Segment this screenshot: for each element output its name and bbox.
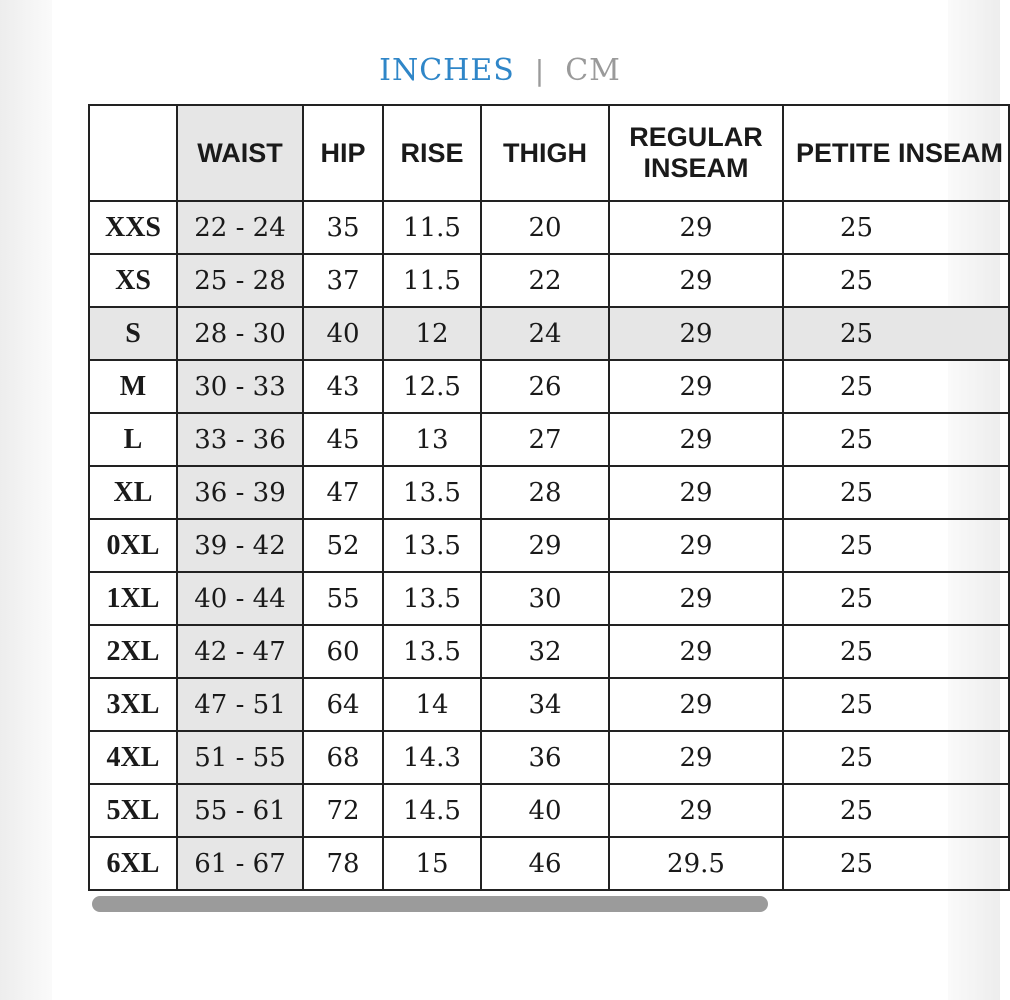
cell-size: S	[89, 307, 177, 360]
cell-thigh: 28	[481, 466, 609, 519]
cell-size: 1XL	[89, 572, 177, 625]
cell-regular: 29	[609, 201, 783, 254]
cell-regular: 29	[609, 254, 783, 307]
cell-regular: 29	[609, 307, 783, 360]
cell-hip: 40	[303, 307, 383, 360]
cell-rise: 13.5	[383, 466, 481, 519]
cell-thigh: 29	[481, 519, 609, 572]
cell-rise: 14.5	[383, 784, 481, 837]
table-row	[89, 678, 1009, 731]
table-row	[89, 572, 1009, 625]
cell-waist: 40 - 44	[177, 572, 303, 625]
cell-petite: 25	[783, 678, 1009, 731]
cell-rise: 13.5	[383, 625, 481, 678]
table-row	[89, 625, 1009, 678]
cell-rise: 12.5	[383, 360, 481, 413]
table-row	[89, 413, 1009, 466]
cell-rise: 13	[383, 413, 481, 466]
cell-hip: 78	[303, 837, 383, 890]
table-row	[89, 731, 1009, 784]
header-row	[89, 105, 1009, 201]
cell-petite: 25	[783, 307, 1009, 360]
cell-petite: 25	[783, 201, 1009, 254]
cell-waist: 47 - 51	[177, 678, 303, 731]
cell-rise: 14	[383, 678, 481, 731]
header-thigh: THIGH	[481, 105, 609, 201]
cell-rise: 13.5	[383, 519, 481, 572]
table-row	[89, 519, 1009, 572]
cell-hip: 43	[303, 360, 383, 413]
cell-regular: 29	[609, 625, 783, 678]
cell-size: 6XL	[89, 837, 177, 890]
cell-regular: 29	[609, 678, 783, 731]
cell-waist: 28 - 30	[177, 307, 303, 360]
table-row	[89, 360, 1009, 413]
cell-hip: 55	[303, 572, 383, 625]
table-row	[89, 254, 1009, 307]
cell-hip: 45	[303, 413, 383, 466]
table-row	[89, 466, 1009, 519]
cell-regular: 29.5	[609, 837, 783, 890]
cell-regular: 29	[609, 519, 783, 572]
cell-waist: 39 - 42	[177, 519, 303, 572]
cell-rise: 11.5	[383, 201, 481, 254]
cell-thigh: 46	[481, 837, 609, 890]
cell-rise: 12	[383, 307, 481, 360]
cell-hip: 47	[303, 466, 383, 519]
cell-hip: 35	[303, 201, 383, 254]
cell-size: XL	[89, 466, 177, 519]
cell-thigh: 36	[481, 731, 609, 784]
cell-size: 0XL	[89, 519, 177, 572]
cell-hip: 68	[303, 731, 383, 784]
cell-thigh: 32	[481, 625, 609, 678]
cell-thigh: 20	[481, 201, 609, 254]
left-edge-shade	[0, 0, 52, 1000]
cell-size: 4XL	[89, 731, 177, 784]
cell-size: 3XL	[89, 678, 177, 731]
table-row	[89, 784, 1009, 837]
unit-separator: |	[534, 53, 546, 87]
size-chart-table	[88, 104, 1010, 891]
cell-petite: 25	[783, 572, 1009, 625]
cell-thigh: 27	[481, 413, 609, 466]
header-hip: HIP	[303, 105, 383, 201]
header-waist: WAIST	[177, 105, 303, 201]
table-row	[89, 837, 1009, 890]
cell-rise: 15	[383, 837, 481, 890]
cell-regular: 29	[609, 360, 783, 413]
cell-regular: 29	[609, 784, 783, 837]
cell-petite: 25	[783, 837, 1009, 890]
cell-size: M	[89, 360, 177, 413]
cell-thigh: 26	[481, 360, 609, 413]
cell-thigh: 22	[481, 254, 609, 307]
cell-hip: 72	[303, 784, 383, 837]
cell-regular: 29	[609, 572, 783, 625]
cell-rise: 13.5	[383, 572, 481, 625]
cell-waist: 22 - 24	[177, 201, 303, 254]
cell-size: XXS	[89, 201, 177, 254]
cell-petite: 25	[783, 254, 1009, 307]
cell-size: 5XL	[89, 784, 177, 837]
cell-regular: 29	[609, 731, 783, 784]
unit-toggle	[0, 50, 1000, 90]
header-petite-inseam: PETITE INSEAM	[783, 105, 1009, 201]
cell-petite: 25	[783, 466, 1009, 519]
unit-inches-tab[interactable]: INCHES	[379, 52, 515, 88]
cell-rise: 11.5	[383, 254, 481, 307]
cell-waist: 36 - 39	[177, 466, 303, 519]
cell-size: XS	[89, 254, 177, 307]
table-row	[89, 201, 1009, 254]
cell-waist: 33 - 36	[177, 413, 303, 466]
cell-waist: 51 - 55	[177, 731, 303, 784]
cell-petite: 25	[783, 625, 1009, 678]
cell-hip: 37	[303, 254, 383, 307]
cell-regular: 29	[609, 413, 783, 466]
cell-waist: 55 - 61	[177, 784, 303, 837]
cell-waist: 61 - 67	[177, 837, 303, 890]
cell-petite: 25	[783, 360, 1009, 413]
cell-petite: 25	[783, 784, 1009, 837]
header-regular-inseam: REGULAR INSEAM	[609, 105, 783, 201]
size-chart-scroll-area[interactable]	[88, 104, 1004, 892]
cell-petite: 25	[783, 731, 1009, 784]
scrollbar-thumb[interactable]	[92, 896, 768, 912]
cell-thigh: 24	[481, 307, 609, 360]
cell-waist: 30 - 33	[177, 360, 303, 413]
cell-waist: 42 - 47	[177, 625, 303, 678]
header-size	[89, 105, 177, 201]
cell-regular: 29	[609, 466, 783, 519]
cell-waist: 25 - 28	[177, 254, 303, 307]
cell-hip: 52	[303, 519, 383, 572]
cell-petite: 25	[783, 519, 1009, 572]
cell-hip: 64	[303, 678, 383, 731]
header-rise: RISE	[383, 105, 481, 201]
cell-thigh: 30	[481, 572, 609, 625]
cell-thigh: 34	[481, 678, 609, 731]
cell-rise: 14.3	[383, 731, 481, 784]
cell-hip: 60	[303, 625, 383, 678]
unit-cm-tab[interactable]: CM	[565, 52, 621, 88]
cell-petite: 25	[783, 413, 1009, 466]
cell-size: 2XL	[89, 625, 177, 678]
cell-size: L	[89, 413, 177, 466]
table-row	[89, 307, 1009, 360]
cell-thigh: 40	[481, 784, 609, 837]
horizontal-scrollbar[interactable]	[92, 896, 912, 912]
